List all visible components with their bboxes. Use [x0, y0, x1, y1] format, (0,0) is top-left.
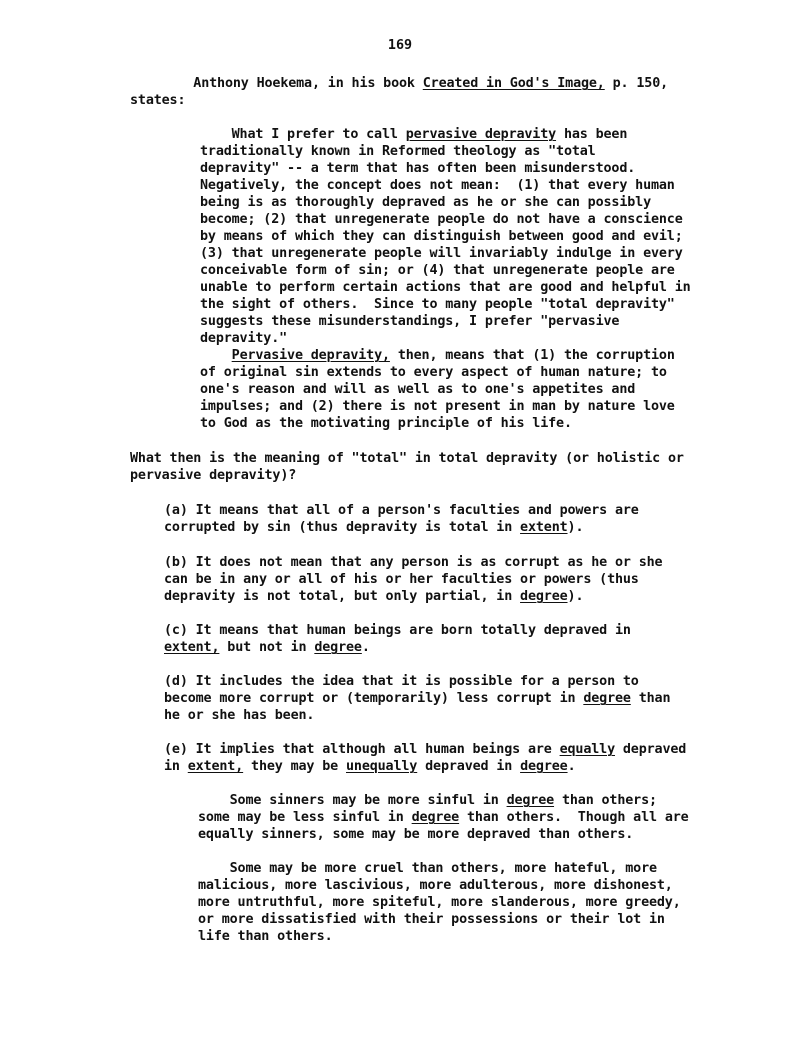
text-line: of original sin extends to every aspect of human nature; to [200, 365, 667, 380]
text-line: Anthony Hoekema, in his book Created in God's Image, p. 150, [130, 76, 669, 91]
underlined-text: Created in God's Image, [422, 76, 605, 91]
underlined-text: extent, [164, 640, 220, 655]
intro-paragraph [130, 75, 668, 109]
text-line: the sight of others. Since to many people "total depravity" [200, 297, 675, 312]
underlined-text: extent [520, 520, 568, 535]
text-line: one's reason and will as well as to one's appetites and [200, 382, 636, 397]
text-line: (b) It does not mean that any person is as corrupt as he or she [164, 555, 663, 570]
text-line: being is as thoroughly depraved as he or she can possibly [200, 195, 651, 210]
text-line: Some sinners may be more sinful in degree than others; [198, 793, 657, 808]
list-item-c [164, 622, 631, 656]
block-quote-paragraph-2 [200, 347, 675, 432]
underlined-text: extent, [187, 759, 244, 774]
text-line: suggests these misunderstandings, I prefer "pervasive [200, 314, 620, 329]
text-line: more untruthful, more spiteful, more slanderous, more greedy, [198, 895, 681, 910]
underlined-text: degree [314, 640, 362, 655]
text-line: he or she has been. [164, 708, 315, 723]
text-line: depravity" -- a term that has often been misunderstood. [200, 161, 636, 176]
text-line: or more dissatisfied with their possessions or their lot in [198, 912, 665, 927]
indented-paragraph-list [198, 860, 681, 945]
underlined-text: degree [411, 810, 460, 825]
block-quote-paragraph-1 [200, 126, 691, 347]
text-line: What I prefer to call pervasive depravity has been [200, 127, 628, 142]
text-line: conceivable form of sin; or (4) that unregenerate people are [200, 263, 675, 278]
text-line: corrupted by sin (thus depravity is total in extent). [164, 520, 584, 535]
text-line: extent, but not in degree. [164, 640, 370, 655]
text-line: life than others. [198, 929, 333, 944]
text-line: (d) It includes the idea that it is possible for a person to [164, 674, 639, 689]
text-line: impulses; and (2) there is not present in man by nature love [200, 399, 675, 414]
text-line: states: [130, 93, 186, 108]
text-line: What then is the meaning of "total" in total depravity (or holistic or [130, 451, 684, 466]
underlined-text: Pervasive depravity, [231, 348, 390, 363]
text-line: Pervasive depravity, then, means that (1) the corruption [231, 348, 675, 363]
text-line: depravity." [200, 331, 288, 346]
text-line: Some may be more cruel than others, more hateful, more [198, 861, 657, 876]
underlined-text: unequally [346, 759, 418, 774]
page-number: 169 [387, 38, 413, 53]
text-line: pervasive depravity)? [130, 468, 297, 483]
text-line: unable to perform certain actions that are good and helpful in [200, 280, 691, 295]
text-line: (3) that unregenerate people will invariably indulge in every [200, 246, 683, 261]
underlined-text: degree [520, 589, 568, 604]
list-item-e [164, 741, 686, 775]
text-line: some may be less sinful in degree than others. Though all are [198, 810, 689, 825]
text-line: to God as the motivating principle of his life. [200, 416, 572, 431]
text-line: in extent, they may be unequally depraved in degree. [164, 759, 576, 774]
text-line: (a) It means that all of a person's faculties and powers are [164, 503, 639, 518]
underlined-text: degree [506, 793, 555, 808]
text-line: by means of which they can distinguish between good and evil; [200, 229, 683, 244]
underlined-text: pervasive depravity [405, 127, 557, 142]
list-item-a [164, 502, 639, 536]
text-line: (c) It means that human beings are born totally depraved in [164, 623, 631, 638]
text-line: can be in any or all of his or her faculties or powers (thus [164, 572, 639, 587]
underlined-text: degree [520, 759, 568, 774]
indented-paragraph-degree [198, 792, 689, 843]
underlined-text: degree [583, 691, 631, 706]
question-paragraph [130, 450, 684, 484]
text-line: become; (2) that unregenerate people do not have a conscience [200, 212, 683, 227]
list-item-d [164, 673, 670, 724]
list-item-b [164, 554, 662, 605]
text-line: depravity is not total, but only partial, in degree). [164, 589, 584, 604]
text-line: (e) It implies that although all human beings are equally depraved [164, 742, 687, 757]
text-line: Negatively, the concept does not mean: (1) that every human [200, 178, 675, 193]
text-line: become more corrupt or (temporarily) less corrupt in degree than [164, 691, 671, 706]
text-line: traditionally known in Reformed theology as "total [200, 144, 596, 159]
text-line: equally sinners, some may be more depraved than others. [198, 827, 634, 842]
text-line: malicious, more lascivious, more adulterous, more dishonest, [198, 878, 673, 893]
underlined-text: equally [559, 742, 615, 757]
